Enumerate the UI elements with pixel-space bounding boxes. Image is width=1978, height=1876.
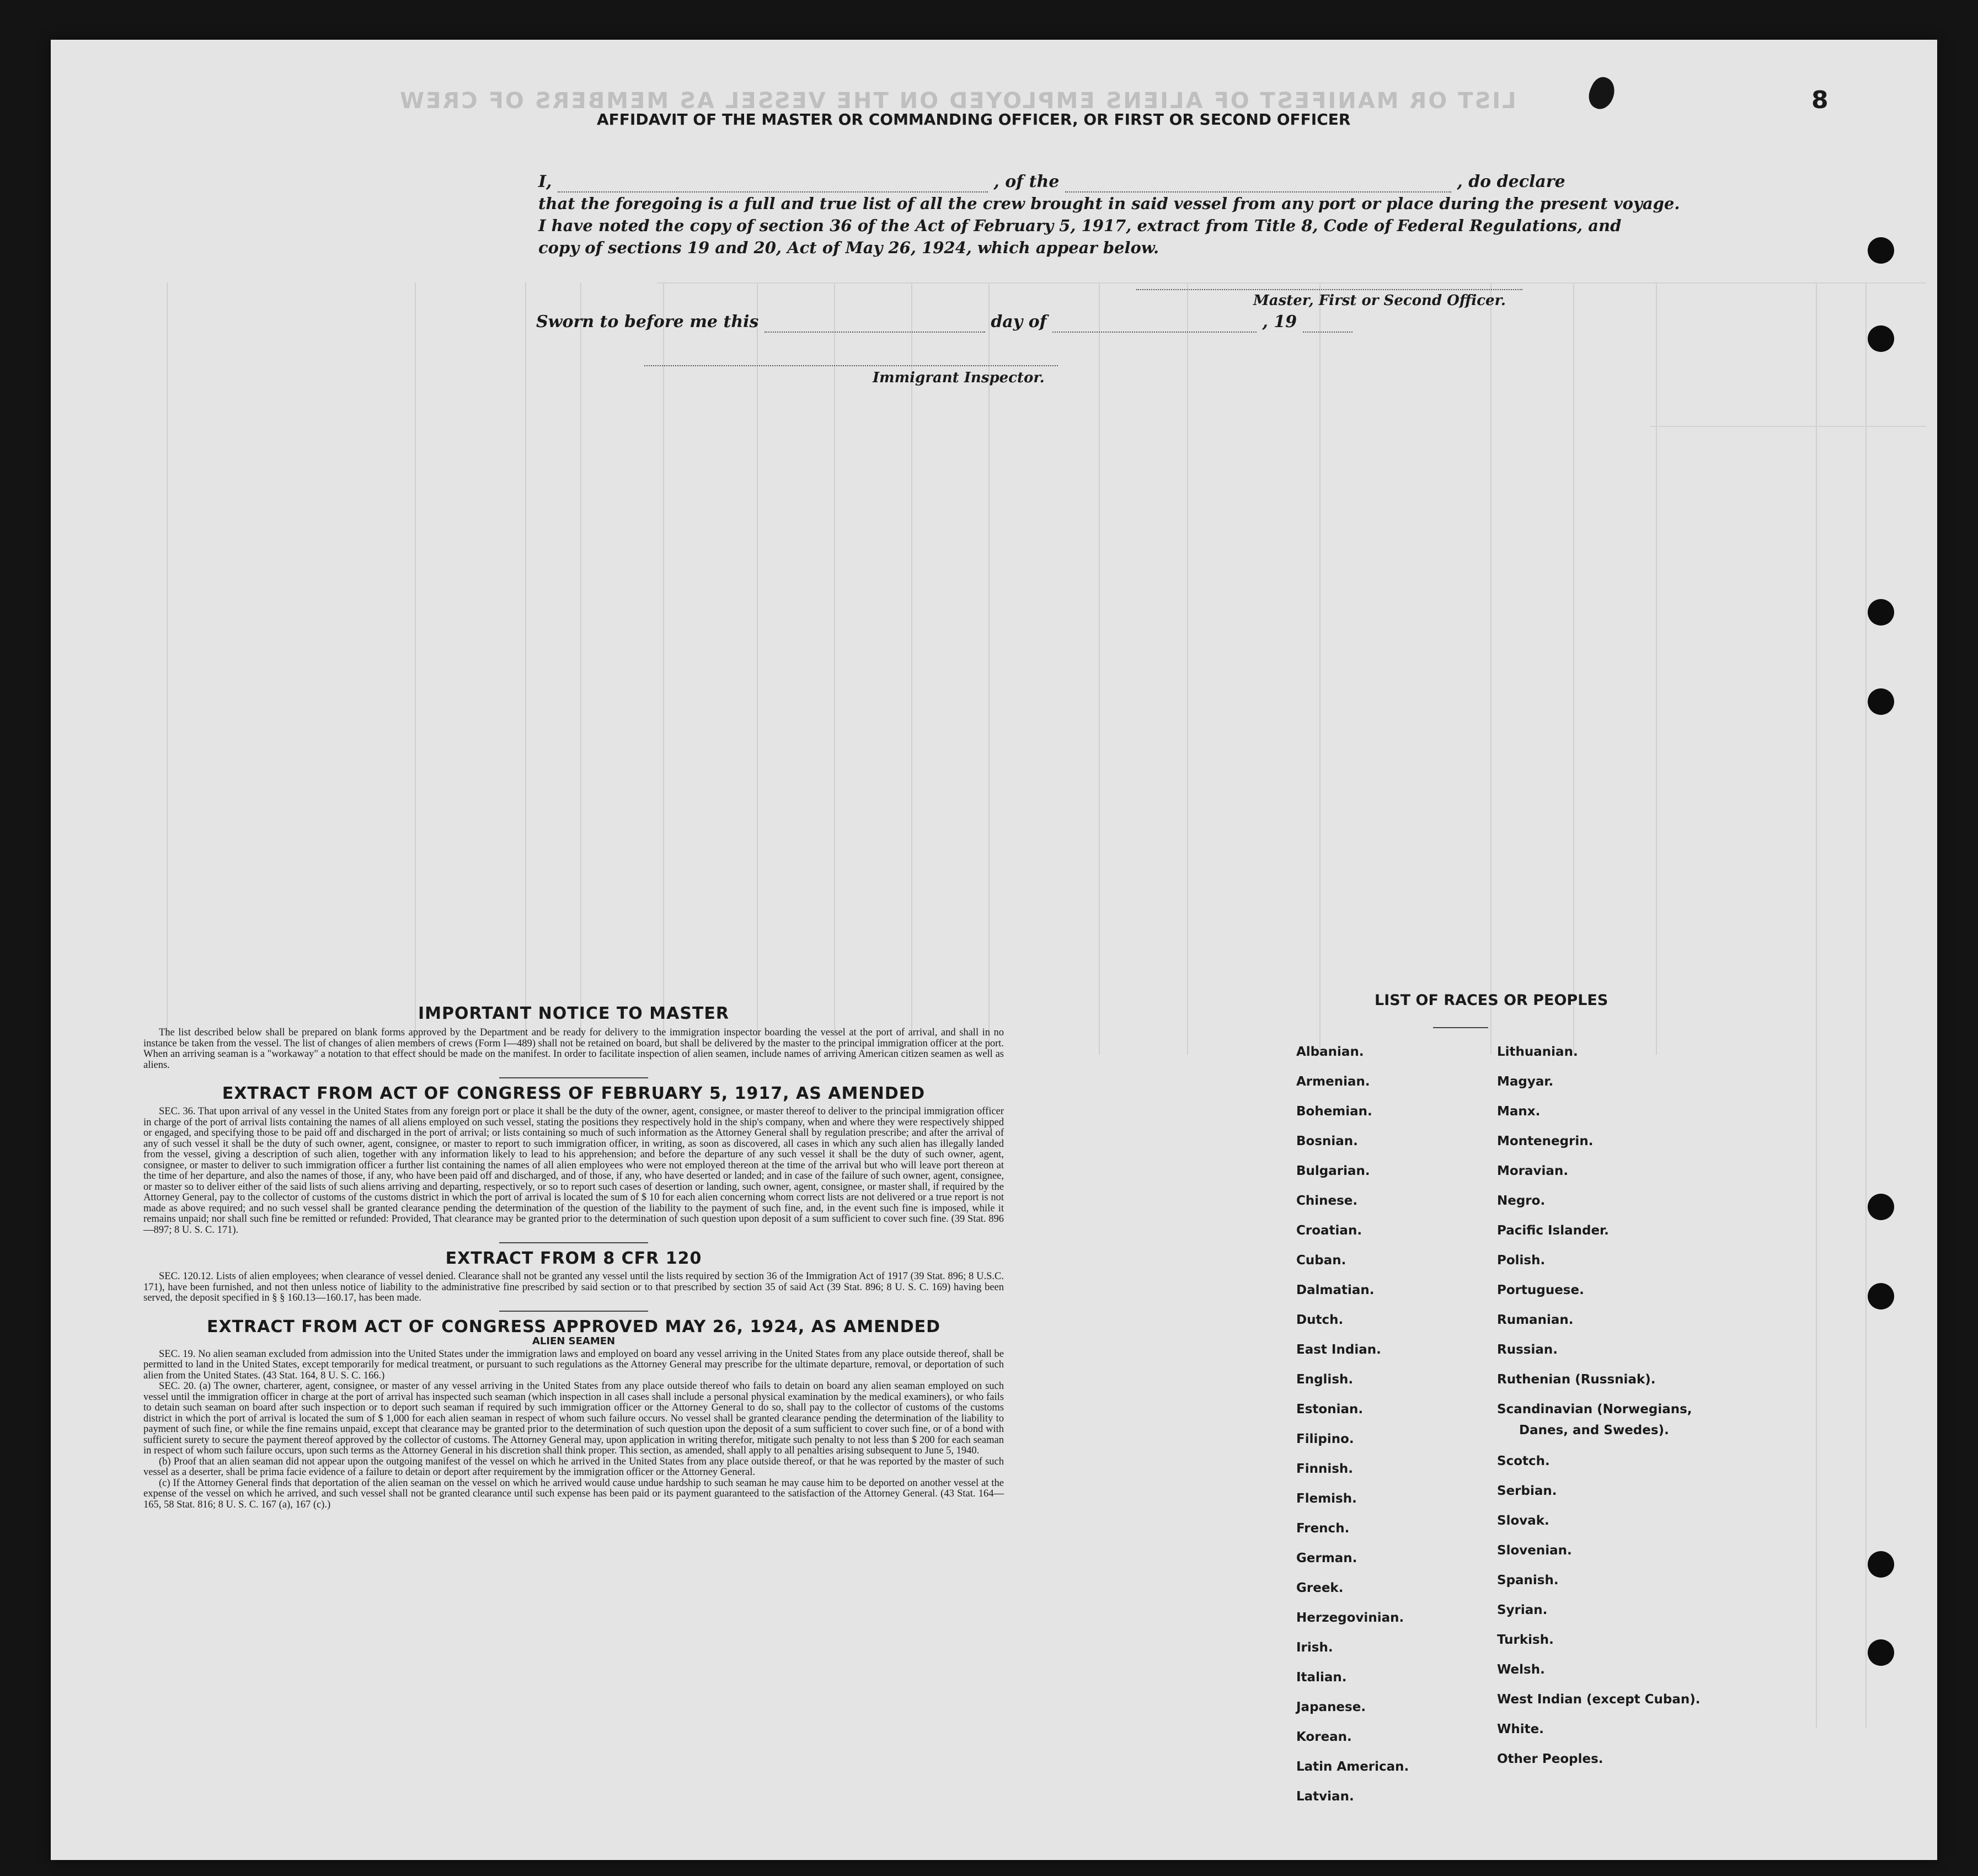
punch-hole — [1868, 237, 1894, 264]
signature-line[interactable] — [1136, 289, 1522, 290]
race-item: Moravian. — [1497, 1164, 1569, 1178]
race-item: Greek. — [1296, 1581, 1344, 1595]
race-item: Syrian. — [1497, 1603, 1548, 1617]
inspector-label: Immigrant Inspector. — [873, 370, 1045, 386]
divider — [499, 1077, 648, 1078]
master-officer-label: Master, First or Second Officer. — [1253, 292, 1506, 309]
grid-line — [415, 282, 416, 1055]
extract-1924-heading: EXTRACT FROM ACT OF CONGRESS APPROVED MAY 26, 1924, AS AMENDED — [206, 1317, 941, 1337]
punch-hole — [1868, 1194, 1894, 1220]
punch-hole — [1868, 1551, 1894, 1578]
race-item: Herzegovinian. — [1296, 1611, 1404, 1625]
affidavit-line-4: copy of sections 19 and 20, Act of May 26, 1924, which appear below. — [538, 238, 1159, 257]
punch-hole — [1868, 688, 1894, 715]
race-item: Manx. — [1497, 1104, 1541, 1119]
race-item: Albanian. — [1296, 1045, 1364, 1059]
grid-line — [1650, 426, 1926, 427]
grid-line — [1187, 282, 1188, 1055]
race-item: Croatian. — [1296, 1223, 1362, 1238]
race-item: Welsh. — [1497, 1663, 1545, 1677]
race-item: Lithuanian. — [1497, 1045, 1578, 1059]
grid-line — [580, 282, 581, 1055]
race-item: Montenegrin. — [1497, 1134, 1594, 1148]
affidavit-line-1 — [538, 172, 1565, 193]
divider — [1433, 1027, 1488, 1028]
grid-line — [657, 282, 1926, 284]
affidavit-i-label: I, — [538, 172, 552, 191]
race-item: East Indian. — [1296, 1343, 1381, 1357]
sworn-month-field[interactable] — [1052, 312, 1257, 333]
race-item: Danes, and Swedes). — [1519, 1423, 1669, 1437]
vessel-name-field[interactable] — [1065, 172, 1451, 193]
sworn-label: Sworn to before me this — [536, 312, 759, 332]
important-notice-heading: IMPORTANT NOTICE TO MASTER — [418, 1004, 729, 1023]
extract-1917-heading: EXTRACT FROM ACT OF CONGRESS OF FEBRUARY 5, 1917, AS AMENDED — [222, 1084, 926, 1103]
important-notice-text: The list described below shall be prepared on blank forms approved by the Department and be ready for delivery to the immigration inspector boarding the vessel at the port of arrival, and shall in no instance be taken from the vessel. The list of changes of alien members of crews (Form I—489) shall not be retained on board, but shall be delivered by the master to the principal immigration officer at the port. When an arriving seaman is a "workaway" a notation to that effect should be made on the manifest. In order to facilitate inspection of alien seamen, include names of arriving American citizen seamen as well as aliens. — [143, 1027, 1004, 1071]
race-item: Bosnian. — [1296, 1134, 1358, 1148]
race-item: Flemish. — [1296, 1492, 1357, 1506]
race-item: Spanish. — [1497, 1573, 1559, 1588]
affidavit-title: AFFIDAVIT OF THE MASTER OR COMMANDING OFFICER, OR FIRST OR SECOND OFFICER — [597, 110, 1351, 129]
race-item: West Indian (except Cuban). — [1497, 1692, 1701, 1707]
race-item: French. — [1296, 1521, 1350, 1536]
race-item: Ruthenian (Russniak). — [1497, 1372, 1656, 1387]
affidavit-do-declare-label: , do declare — [1457, 172, 1565, 191]
race-item: Rumanian. — [1497, 1313, 1574, 1327]
sec-20b-text: (b) Proof that an alien seaman did not appear upon the outgoing manifest of the vessel on which he arrived in the United States from any place outside thereof, or that he was reported by the master of such vessel as a deserter, shall be prima facie evidence of a failure to detain or deport after requirement by the immigration officer or the Attorney General. — [143, 1456, 1004, 1478]
race-item: English. — [1296, 1372, 1354, 1387]
grid-line — [988, 282, 990, 1055]
punch-hole — [1868, 1283, 1894, 1310]
sworn-day-field[interactable] — [765, 312, 985, 333]
race-item: Finnish. — [1296, 1462, 1354, 1476]
divider — [499, 1242, 648, 1243]
grid-line — [663, 282, 664, 1055]
race-item: Dutch. — [1296, 1313, 1344, 1327]
grid-line — [1816, 282, 1817, 1728]
affidavit-line-2: that the foregoing is a full and true list of all the crew brought in said vessel from any port or place during the present voyage. — [538, 194, 1680, 213]
race-item: German. — [1296, 1551, 1357, 1565]
race-item: Armenian. — [1296, 1075, 1370, 1089]
race-item: Latin American. — [1296, 1760, 1409, 1774]
notice-column — [143, 1004, 1004, 1510]
alien-seamen-subheading: ALIEN SEAMEN — [532, 1335, 616, 1347]
race-item: Portuguese. — [1497, 1283, 1584, 1297]
sworn-line — [536, 312, 1352, 333]
race-item: Scandinavian (Norwegians, — [1497, 1402, 1692, 1417]
race-item: White. — [1497, 1722, 1544, 1736]
race-item: Other Peoples. — [1497, 1752, 1603, 1766]
grid-line — [1865, 282, 1867, 1728]
grid-line — [1656, 282, 1657, 1055]
punch-hole — [1868, 325, 1894, 352]
race-item: Pacific Islander. — [1497, 1223, 1609, 1238]
race-item: Scotch. — [1497, 1454, 1550, 1468]
day-of-label: day of — [991, 312, 1047, 332]
race-item: Dalmatian. — [1296, 1283, 1375, 1297]
race-item: Polish. — [1497, 1253, 1546, 1268]
divider — [499, 1311, 648, 1312]
bleed-through-title: LIST OR MANIFEST OF ALIENS EMPLOYED ON THE VESSEL AS MEMBERS OF CREW — [398, 88, 1516, 114]
race-item: Filipino. — [1296, 1432, 1354, 1446]
race-item: Korean. — [1296, 1730, 1352, 1744]
grid-line — [834, 282, 835, 1055]
master-name-field[interactable] — [558, 172, 988, 193]
race-item: Serbian. — [1497, 1484, 1557, 1498]
ink-blot — [1584, 73, 1619, 113]
extract-cfr-heading: EXTRACT FROM 8 CFR 120 — [445, 1249, 702, 1268]
grid-line — [525, 282, 526, 1055]
punch-hole — [1868, 1639, 1894, 1666]
punch-hole — [1868, 599, 1894, 626]
race-item: Japanese. — [1296, 1700, 1366, 1714]
grid-line — [1490, 282, 1491, 1055]
sworn-year-field[interactable] — [1303, 312, 1352, 333]
year-label: , 19 — [1262, 312, 1297, 332]
race-item: Bohemian. — [1296, 1104, 1372, 1119]
extract-cfr-text: SEC. 120.12. Lists of alien employees; when clearance of vessel denied. Clearance shall not be granted any vessel until the lists required by section 36 of the Immigration Act of 1917 (39 Stat. 896; 8 U.S.C. 171), have been furnished, and not then unless notice of liability to the administrative fine prescribed by said section or to that prescribed by section 35 of said Act (39 Stat. 896; 8 U. S. C. 169) having been served, the deposit specified in § § 160.13—160.17, has been made. — [143, 1271, 1004, 1303]
grid-line — [757, 282, 758, 1055]
race-item: Slovak. — [1497, 1514, 1549, 1528]
race-item: Slovenian. — [1497, 1543, 1572, 1558]
inspector-signature-line[interactable] — [644, 365, 1058, 366]
extract-1917-text: SEC. 36. That upon arrival of any vessel in the United States from any foreign port or place it shall be the duty of the owner, agent, consignee, or master thereof to deliver to the principal immigration officer in charge of the port of arrival lists containing the names of all aliens employed on such vessel, stating the positions they respectively hold in the ship's company, when and where they were respectively shipped or engaged, and specifying those to be paid off and discharged in the port of arrival; or lists containing so much of such information as the Attorney General shall by regulation prescribe; and after the arrival of any of such vessel it shall be the duty of such owner, agent, consignee, or master to report to such immigration officer, in writing, as soon as discovered, all cases in which any such alien has illegally landed from the vessel, giving a description of such alien, together with any information likely to lead to his apprehension; and before the departure of any such vessel it shall be the duty of such owner, agent, consignee, or master to deliver to such immigration officer a further list containing the names of all alien employees who were not employed thereon at the time of the arrival but who will leave port thereon at the time of her departure, and also the names of those, if any, who have been paid off and discharged, and of those, if any, who have deserted or landed; and in case of the failure of such owner, agent, consignee, or master so to deliver either of the said lists of such aliens arriving and departing, respectively, or so to report such cases of desertion or landing, such owner, agent, consignee, or master shall, if required by the Attorney General, pay to the collector of customs of the customs district in which the port of arrival is located the sum of $ 10 for each alien concerning whom correct lists are not delivered or a true report is not made as above required; and no such vessel shall be granted clearance pending the determination of the question of the liability to the payment of such fine, and, in the event such fine is imposed, while it remains unpaid; nor shall such fine be remitted or refunded: Provided, That clearance may be granted prior to the determination of such question upon deposit of a sum sufficient to cover such fine. (39 Stat. 896—897; 8 U. S. C. 171). — [143, 1106, 1004, 1236]
sec-20c-text: (c) If the Attorney General finds that deportation of the alien seaman on the vessel on which he arrived would cause undue hardship to such seaman he may cause him to be deported on another vessel at the expense of the vessel on which he arrived, and such vessel shall not be granted clearance until such expense has been paid or its payment guaranteed to the satisfaction of the Attorney General. (43 Stat. 164—165, 58 Stat. 816; 8 U. S. C. 167 (a), 167 (c).) — [143, 1477, 1004, 1510]
race-item: Cuban. — [1296, 1253, 1346, 1268]
sec-20a-text: SEC. 20. (a) The owner, charterer, agent, consignee, or master of any vessel arriving in the United States from any place outside thereof who fails to detain on board any alien seaman employed on such vessel until the immigration officer in charge at the port of arrival has inspected such seaman (which inspection in all cases shall include a personal physical examination by the medical examiners), or who fails to detain such seaman on board after such inspection or to deport such seaman if required by such immigration officer or the Attorney General to do so, shall pay to the collector of customs of the customs district in which the port of arrival is located the sum of $ 1,000 for each alien seaman in respect of whom such failure occurs. No vessel shall be granted clearance pending the determination of the liability to payment of such fine, or while the fine remains unpaid, except that clearance may be granted prior to the determination of such question upon the deposit of a sum sufficient to cover such fine, or of a bond with sufficient surety to secure the payment thereof approved by the collector of customs. The Attorney General may, upon application in writing therefor, mitigate such penalty to not less than $ 200 for each seaman in respect of whom such failure occurs, upon such terms as the Attorney General in his discretion shall think proper. This section, as amended, shall apply to all penalties arising subsequent to June 5, 1940. — [143, 1381, 1004, 1456]
grid-line — [1319, 282, 1321, 1055]
manifest-page — [51, 40, 1937, 1860]
race-item: Turkish. — [1497, 1633, 1554, 1647]
race-item: Estonian. — [1296, 1402, 1364, 1417]
extract-1924-text — [143, 1349, 1004, 1511]
race-item: Italian. — [1296, 1670, 1347, 1685]
race-item: Magyar. — [1497, 1075, 1554, 1089]
race-item: Negro. — [1497, 1194, 1546, 1208]
race-item: Chinese. — [1296, 1194, 1358, 1208]
grid-line — [1573, 282, 1574, 1055]
corner-mark: 8 — [1811, 86, 1829, 114]
affidavit-of-the-label: , of the — [993, 172, 1060, 191]
affidavit-line-3: I have noted the copy of section 36 of the Act of February 5, 1917, extract from Title 8, Code of Federal Regulations, and — [538, 216, 1622, 235]
grid-line — [167, 282, 168, 1055]
race-item: Russian. — [1497, 1343, 1558, 1357]
races-heading: LIST OF RACES OR PEOPLES — [1375, 992, 1608, 1009]
grid-line — [911, 282, 912, 1055]
grid-line — [1099, 282, 1100, 1055]
sec-19-text: SEC. 19. No alien seaman excluded from admission into the United States under the immigration laws and employed on board any vessel arriving in the United States from any place outside thereof, shall be permitted to land in the United States, except temporarily for medical treatment, or pursuant to such regulations as the Attorney General may prescribe for the ultimate departure, removal, or deportation of such alien from the United States. (43 Stat. 164, 8 U. S. C. 166.) — [143, 1348, 1004, 1381]
race-item: Bulgarian. — [1296, 1164, 1370, 1178]
race-item: Latvian. — [1296, 1789, 1354, 1804]
race-item: Irish. — [1296, 1640, 1333, 1655]
